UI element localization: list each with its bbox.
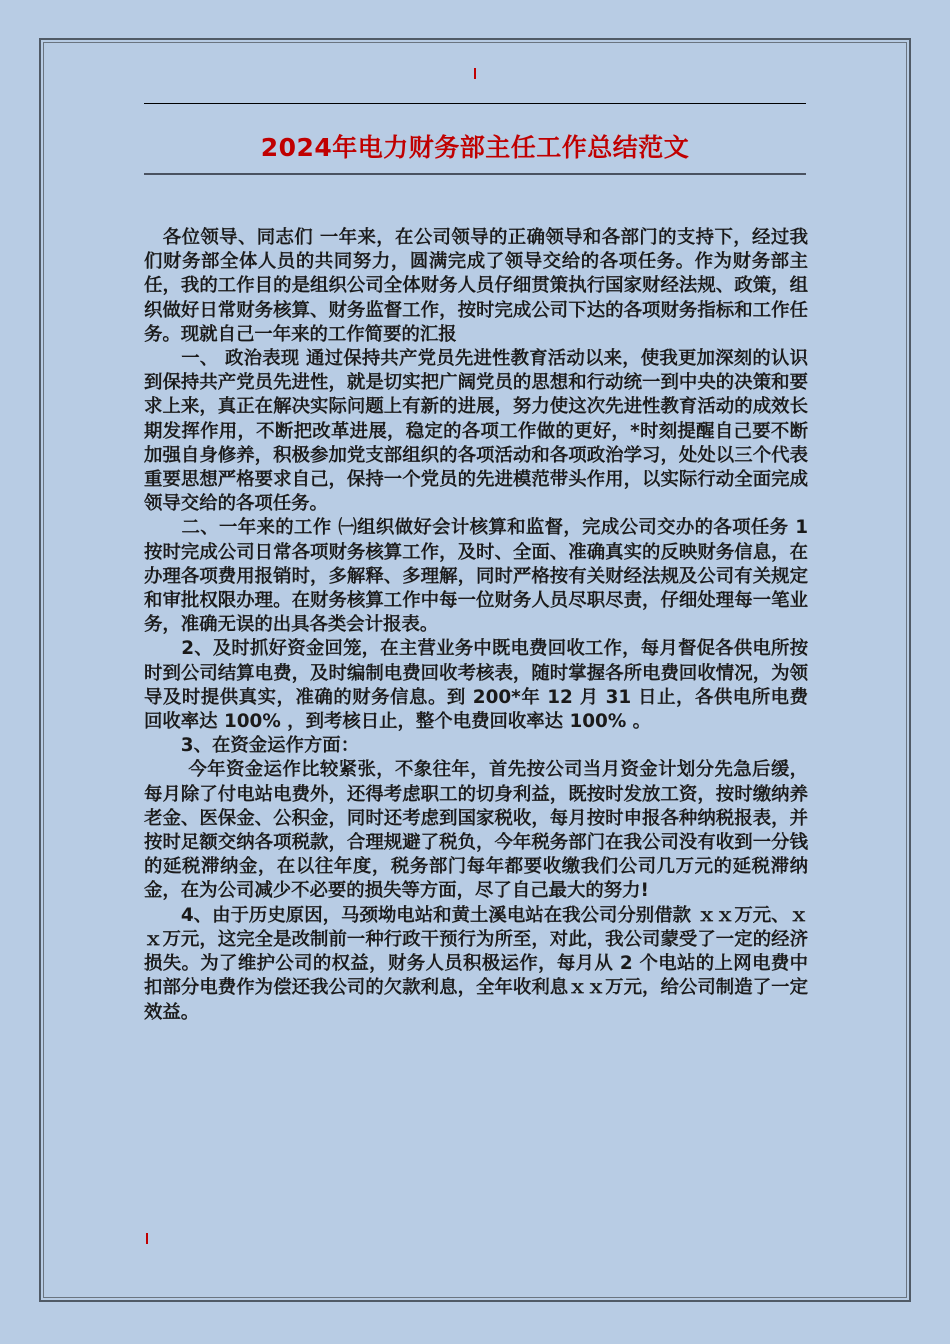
paragraph-work-1: 二、一年来的工作 ㈠组织做好会计核算和监督，完成公司交办的各项任务 1 按时完成公司日常各项财务核算工作，及时、全面、准确真实的反映财务信息，在办理各项费用报销时，多解释、多理解，同时严格按有关财经法规及公司有关规定和审批权限办理。在财务核算工作中每一位财务人员尽职尽责，仔细处理每一笔业务，准确无误的出具各类会计报表。: [144, 517, 808, 636]
document-title: 2024年电力财务部主任工作总结范文: [260, 133, 690, 162]
footer-cursor-mark: [146, 1233, 148, 1244]
header-rule: [144, 103, 806, 104]
document-body: [144, 226, 808, 1025]
paragraph-work-3: 今年资金运作比较紧张，不象往年，首先按公司当月资金计划分先急后缓，每月除了付电站电费外，还得考虑职工的切身利益，既按时发放工资，按时缴纳养老金、医保金、公积金，同时还考虑到国家税收，每月按时申报各种纳税报表，并按时足额交纳各项税款，合理规避了税负，今年税务部门在我公司没有收到一分钱的延税滞纳金，在以往年度，税务部门每年都要收缴我们公司几万元的延税滞纳金，在为公司减少不必要的损失等方面，尽了自己最大的努力!: [144, 759, 808, 902]
header-cursor-mark: [474, 68, 476, 79]
paragraph-work-2: 2、及时抓好资金回笼，在主营业务中既电费回收工作，每月督促各供电所按时到公司结算电费，及时编制电费回收考核表，随时掌握各所电费回收情况，为领导及时提供真实，准确的财务信息。到 200*年 12 月 31 日止，各供电所电费回收率达 100% ，到考核日止，整个电费回收率达 100% 。: [144, 638, 808, 733]
paragraph-work-3-heading: 3、在资金运作方面：: [144, 735, 360, 757]
paragraph-work-4: 4、由于历史原因，马颈坳电站和黄土溪电站在我公司分别借款 ｘｘ万元、ｘｘ万元，这完全是改制前一种行政干预行为所至，对此，我公司蒙受了一定的经济损失。为了维护公司的权益，财务人员积极运作，每月从 2 个电站的上网电费中扣部分电费作为偿还我公司的欠款利息，全年收利息ｘｘ万元，给公司制造了一定效益。: [144, 904, 808, 1023]
title-rule: [144, 173, 806, 175]
paragraph-political: 一、 政治表现 通过保持共产党员先进性教育活动以来，使我更加深刻的认识到保持共产党员先进性，就是切实把广阔党员的思想和行动统一到中央的决策和要求上来，真正在解决实际问题上有新的进展，努力使这次先进性教育活动的成效长期发挥作用，不断把改革进展，稳定的各项工作做的更好，*时刻提醒自己要不断加强自身修养，积极参加党支部组织的各项活动和各项政治学习，处处以三个代表重要思想严格要求自己，保持一个党员的先进模范带头作用，以实际行动全面完成领导交给的各项任务。: [144, 348, 808, 515]
paragraph-intro: 各位领导、同志们 一年来，在公司领导的正确领导和各部门的支持下，经过我们财务部全体人员的共同努力，圆满完成了领导交给的各项任务。作为财务部主任，我的工作目的是组织公司全体财务人员仔细贯策执行国家财经法规、政策，组织做好日常财务核算、财务监督工作，按时完成公司下达的各项财务指标和工作任务。现就自己一年来的工作简要的汇报: [144, 227, 808, 345]
